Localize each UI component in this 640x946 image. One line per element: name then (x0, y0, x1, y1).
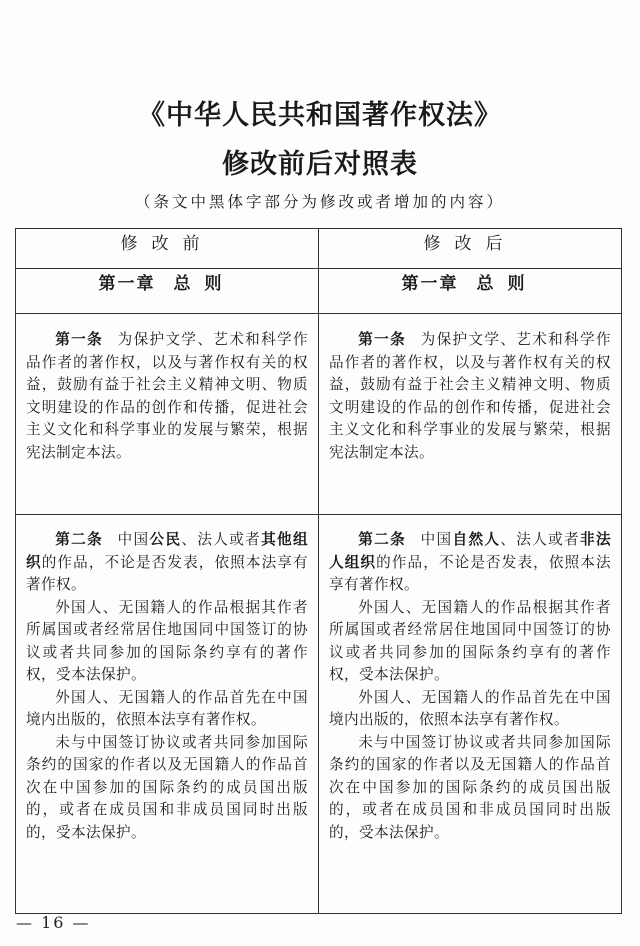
page-number: — 16 — (16, 913, 91, 932)
article-label: 第二条 (358, 531, 407, 548)
header-row (16, 229, 622, 269)
text-segment: 的作品，不论是否发表，依照本法享有著作权。 (329, 553, 611, 593)
article1-after-cell (319, 314, 622, 515)
chapter-row (16, 269, 622, 314)
chapter-label: 第一章 (98, 274, 156, 294)
article2-after-p1 (329, 529, 611, 597)
article2-before-p1 (26, 529, 308, 597)
document-subtitle-title: 修改前后对照表 (222, 149, 418, 180)
article-label: 第二条 (55, 531, 104, 548)
article-body: 为保护文学、艺术和科学作品作者的著作权，以及与著作权有关的权益，鼓励有益于社会主义精神文明、物质文明建设的作品的创作和传播，促进社会主义文化和科学事业的发展与繁荣，根据宪法制定本法。 (329, 331, 611, 461)
note-subtitle: （条文中黑体字部分为修改或者增加的内容） (134, 193, 505, 211)
article2-before-cell (16, 515, 319, 914)
article-label: 第一条 (55, 331, 104, 348)
amended-term: 其他组织 (26, 531, 308, 571)
chapter-cell-after (319, 269, 622, 314)
chapter-title: 总则 (476, 274, 539, 294)
comparison-table (15, 228, 622, 914)
amended-term: 自然人 (452, 531, 501, 548)
article2-after-p2: 外国人、无国籍人的作品根据其作者所属国或者经常居住地国同中国签订的协议或者共同参加的国际条约享有的著作权，受本法保护。 (329, 598, 611, 683)
article1-before-text (26, 329, 308, 464)
article2-after-cell (319, 515, 622, 914)
amended-term: 公民 (149, 531, 182, 548)
text-segment: 中国 (420, 531, 453, 548)
text-segment: 的作品，不论是否发表，依照本法享有著作权。 (26, 553, 308, 593)
document-title: 《中华人民共和国著作权法》 (138, 100, 502, 131)
article2-before-p2: 外国人、无国籍人的作品根据其作者所属国或者经常居住地国同中国签订的协议或者共同参加的国际条约享有的著作权，受本法保护。 (26, 598, 308, 683)
article1-after-text (329, 329, 611, 464)
amended-term: 非法人组织 (329, 531, 611, 571)
text-segment: 、法人或者 (181, 531, 262, 548)
article1-before-cell (16, 314, 319, 515)
column-header-after: 修改后 (319, 229, 622, 269)
chapter-title: 总则 (173, 274, 236, 294)
article1-row (16, 314, 622, 515)
article2-after-p3: 外国人、无国籍人的作品首先在中国境内出版的，依照本法享有著作权。 (329, 688, 611, 728)
article2-before-p4: 未与中国签订协议或者共同参加国际条约的国家的作者以及无国籍人的作品首次在中国参加的国际条约的成员国出版的，或者在成员国和非成员国同时出版的，受本法保护。 (26, 733, 308, 841)
article2-after-p4: 未与中国签订协议或者共同参加国际条约的国家的作者以及无国籍人的作品首次在中国参加的国际条约的成员国出版的，或者在成员国和非成员国同时出版的，受本法保护。 (329, 733, 611, 841)
chapter-cell-before (16, 269, 319, 314)
article-label: 第一条 (358, 331, 407, 348)
text-segment: 、法人或者 (500, 531, 581, 548)
article-body: 为保护文学、艺术和科学作品作者的著作权，以及与著作权有关的权益，鼓励有益于社会主义精神文明、物质文明建设的作品的创作和传播，促进社会主义文化和科学事业的发展与繁荣，根据宪法制定本法。 (26, 331, 308, 461)
chapter-label: 第一章 (401, 274, 459, 294)
article2-before-p3: 外国人、无国籍人的作品首先在中国境内出版的，依照本法享有著作权。 (26, 688, 308, 728)
article2-row (16, 515, 622, 914)
text-segment: 中国 (117, 531, 150, 548)
column-header-before: 修改前 (16, 229, 319, 269)
